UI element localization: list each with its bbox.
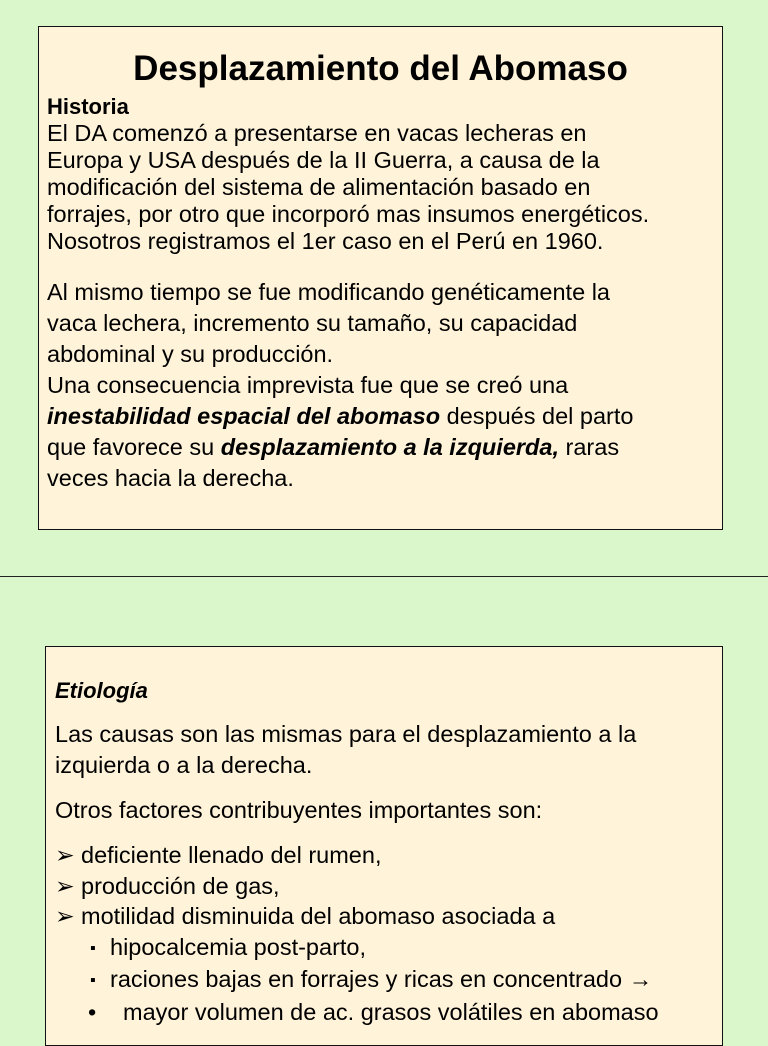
list-item-text: motilidad disminuida del abomaso asociada a xyxy=(81,903,556,929)
causes-paragraph xyxy=(55,719,713,781)
list-item xyxy=(55,901,713,932)
history-paragraph xyxy=(47,120,714,255)
text-span: después del parto xyxy=(440,403,634,429)
text-line: Europa y USA después de la II Guerra, a causa de la xyxy=(47,147,600,173)
sub-list-item xyxy=(55,932,713,965)
section-heading: Etiología xyxy=(55,678,148,703)
text-line: forrajes, por otro que incorporó mas insumos energéticos. xyxy=(47,201,650,227)
text-line: Una consecuencia imprevista fue que se creó una xyxy=(47,372,569,398)
arrow-bullet-icon: ➢ xyxy=(55,842,75,868)
text-line: izquierda o a la derecha. xyxy=(55,752,313,778)
text-line xyxy=(47,432,714,463)
arrow-bullet-icon: ➢ xyxy=(55,903,75,929)
text-line: modificación del sistema de alimentación basado en xyxy=(47,174,591,200)
list-item xyxy=(55,840,713,871)
text-line: veces hacia la derecha. xyxy=(47,465,294,491)
factors-intro: Otros factores contribuyentes importantes son: xyxy=(55,797,543,823)
factor-list xyxy=(55,840,713,1027)
content-box xyxy=(45,646,723,1046)
content-box xyxy=(38,26,723,530)
section-heading: Historia xyxy=(47,94,129,119)
arrow-bullet-icon: ➢ xyxy=(55,872,75,899)
text-line: Al mismo tiempo se fue modificando genéticamente la xyxy=(47,279,610,305)
emphasis-text: desplazamiento a la izquierda, xyxy=(220,434,559,460)
list-item xyxy=(55,871,713,902)
text-line: El DA comenzó a presentarse en vacas lecheras en xyxy=(47,120,587,146)
square-bullet-icon: ▪ xyxy=(90,972,96,989)
slide-2 xyxy=(0,576,768,1025)
text-line: abdominal y su producción. xyxy=(47,341,334,367)
list-item-text: raciones bajas en forrajes y ricas en concentrado → xyxy=(110,966,653,992)
slide-title: Desplazamiento del Abomaso xyxy=(133,49,628,88)
text-line: Las causas son las mismas para el desplazamiento a la xyxy=(55,721,637,747)
list-item-text: hipocalcemia post-parto, xyxy=(110,933,367,960)
text-span: que favorece su xyxy=(47,434,221,460)
dot-bullet-icon: • xyxy=(88,998,97,1025)
sub-sub-list-item xyxy=(55,997,713,1028)
list-item-text: mayor volumen de ac. grasos volátiles en abomaso xyxy=(123,998,659,1025)
emphasis-text: inestabilidad espacial del abomaso xyxy=(47,403,441,429)
list-item-text: deficiente llenado del rumen, xyxy=(81,842,382,868)
text-line: vaca lechera, incremento su tamaño, su capacidad xyxy=(47,310,578,336)
text-span: raras xyxy=(559,434,620,460)
list-item-text: producción de gas, xyxy=(81,872,280,899)
genetics-paragraph xyxy=(47,277,714,494)
text-line: Nosotros registramos el 1er caso en el Perú en 1960. xyxy=(47,228,604,254)
square-bullet-icon: ▪ xyxy=(90,939,96,957)
sub-list-item xyxy=(55,964,713,997)
text-line xyxy=(47,401,714,432)
